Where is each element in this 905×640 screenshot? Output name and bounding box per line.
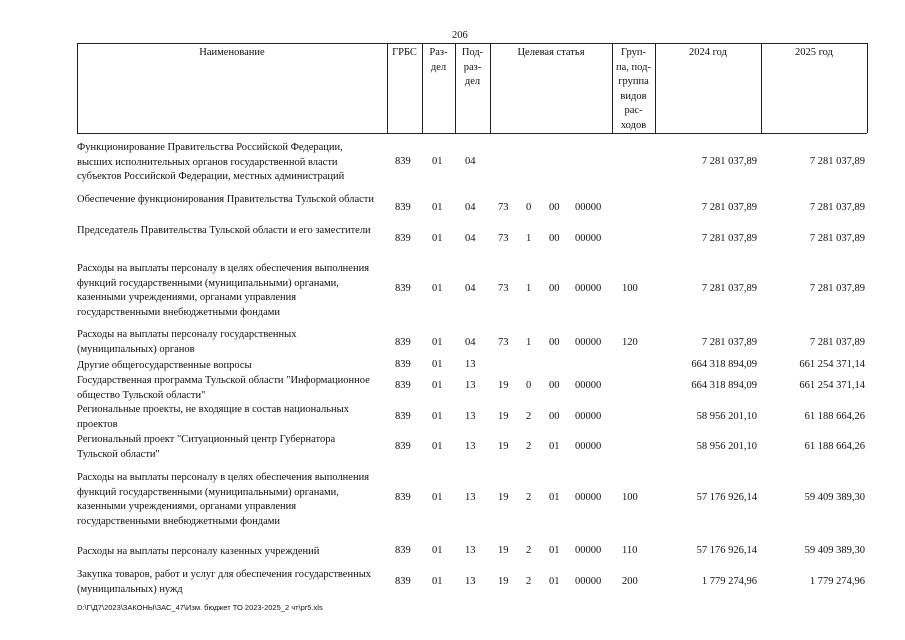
row-razdel: 01 (432, 441, 443, 452)
row-program: 73 (498, 283, 509, 294)
row-2025: 7 281 037,89 (809, 233, 865, 244)
row-direction: 00000 (575, 283, 602, 294)
page-number: 206 (452, 30, 468, 41)
row-subprogram: 2 (526, 492, 532, 503)
row-event: 00 (549, 233, 560, 244)
row-program: 19 (498, 492, 509, 503)
row-event: 01 (549, 545, 560, 556)
row-grbs: 839 (395, 283, 411, 294)
header-podrazdel (455, 46, 490, 90)
row-name: Государственная программа Тульской области "Информационное общество Тульской области" (77, 375, 370, 401)
row-program: 19 (498, 545, 509, 556)
row-2024: 57 176 926,14 (696, 545, 757, 556)
header-vr (612, 46, 655, 133)
row-expense-type: 100 (622, 283, 638, 294)
row-2024: 57 176 926,14 (696, 492, 757, 503)
row-podrazdel: 13 (465, 441, 476, 452)
row-podrazdel: 13 (465, 492, 476, 503)
header-podrazdel-line: Под- (461, 47, 484, 58)
row-podrazdel: 13 (465, 411, 476, 422)
header-vr-line: па, под- (616, 61, 651, 73)
row-expense-type: 110 (622, 545, 638, 556)
row-podrazdel: 13 (465, 359, 476, 370)
row-name: Функционирование Правительства Российской Федерации, высших исполнительных органов государственной власти субъектов Российской Федерации, местных администраций (77, 142, 345, 182)
row-podrazdel: 04 (465, 202, 476, 213)
row-direction: 00000 (575, 202, 602, 213)
row-name: Региональный проект "Ситуационный центр Губернатора Тульской области" (77, 434, 336, 460)
row-podrazdel: 04 (465, 233, 476, 244)
row-program: 73 (498, 202, 509, 213)
row-event: 00 (549, 202, 560, 213)
row-direction: 00000 (575, 545, 602, 556)
row-event: 01 (549, 441, 560, 452)
header-name: Наименование (199, 47, 265, 58)
row-grbs: 839 (395, 233, 411, 244)
row-podrazdel: 13 (465, 380, 476, 391)
header-razdel (422, 46, 455, 75)
row-razdel: 01 (432, 380, 443, 391)
row-subprogram: 2 (526, 545, 532, 556)
row-subprogram: 1 (526, 337, 532, 348)
row-2025: 7 281 037,89 (809, 156, 865, 167)
row-event: 00 (549, 411, 560, 422)
row-direction: 00000 (575, 233, 602, 244)
row-name: Расходы на выплаты персоналу в целях обеспечения выполнения функций государственными (муниципальными) органами, казенными учреждениями, органами управления государственными внебюджетными фондами (77, 472, 370, 527)
row-name: Расходы на выплаты персоналу государственных (муниципальных) органов (77, 329, 297, 355)
row-grbs: 839 (395, 359, 411, 370)
row-2025: 1 779 274,96 (809, 576, 865, 587)
row-razdel: 01 (432, 545, 443, 556)
row-direction: 00000 (575, 337, 602, 348)
row-grbs: 839 (395, 202, 411, 213)
row-2025: 7 281 037,89 (809, 202, 865, 213)
row-grbs: 839 (395, 337, 411, 348)
row-podrazdel: 13 (465, 576, 476, 587)
row-subprogram: 2 (526, 441, 532, 452)
row-expense-type: 200 (622, 576, 638, 587)
row-direction: 00000 (575, 492, 602, 503)
row-grbs: 839 (395, 492, 411, 503)
row-name: Расходы на выплаты персоналу казенных учреждений (77, 546, 320, 557)
row-podrazdel: 04 (465, 337, 476, 348)
header-podrazdel-line: раз- (463, 61, 482, 73)
row-program: 19 (498, 380, 509, 391)
row-direction: 00000 (575, 411, 602, 422)
row-razdel: 01 (432, 359, 443, 370)
row-2025: 59 409 389,30 (804, 545, 865, 556)
row-podrazdel: 04 (465, 156, 476, 167)
row-razdel: 01 (432, 576, 443, 587)
row-grbs: 839 (395, 545, 411, 556)
row-2025: 661 254 371,14 (799, 359, 865, 370)
row-grbs: 839 (395, 411, 411, 422)
row-program: 73 (498, 233, 509, 244)
row-event: 00 (549, 337, 560, 348)
row-name: Расходы на выплаты персоналу в целях обеспечения выполнения функций государственными (муниципальными) органами, казенными учреждениями, органами управления государственными внебюджетными фондами (77, 263, 370, 318)
row-subprogram: 2 (526, 411, 532, 422)
header-year-2024: 2024 год (689, 47, 727, 58)
row-2024: 7 281 037,89 (701, 233, 757, 244)
row-grbs: 839 (395, 576, 411, 587)
header-podrazdel-line: дел (464, 76, 481, 87)
row-2024: 664 318 894,09 (691, 359, 757, 370)
header-vr-line: ходов (620, 119, 647, 131)
row-event: 01 (549, 576, 560, 587)
row-direction: 00000 (575, 441, 602, 452)
row-razdel: 01 (432, 492, 443, 503)
row-subprogram: 1 (526, 233, 532, 244)
row-program: 19 (498, 411, 509, 422)
row-event: 01 (549, 492, 560, 503)
row-grbs: 839 (395, 156, 411, 167)
row-podrazdel: 13 (465, 545, 476, 556)
row-2025: 7 281 037,89 (809, 283, 865, 294)
row-razdel: 01 (432, 411, 443, 422)
row-grbs: 839 (395, 380, 411, 391)
row-expense-type: 100 (622, 492, 638, 503)
row-name: Обеспечение функционирования Правительства Тульской области (77, 194, 374, 205)
header-grbs: ГРБС (392, 47, 417, 58)
header-vr-line: видов (620, 90, 647, 102)
header-vr-line: группа (618, 76, 649, 87)
row-razdel: 01 (432, 283, 443, 294)
row-name: Региональные проекты, не входящие в состав национальных проектов (77, 404, 349, 430)
row-razdel: 01 (432, 156, 443, 167)
row-subprogram: 2 (526, 576, 532, 587)
row-subprogram: 0 (526, 380, 532, 391)
header-tselevaya: Целевая статья (517, 47, 585, 58)
row-event: 00 (549, 380, 560, 391)
row-2025: 61 188 664,26 (804, 441, 865, 452)
row-subprogram: 1 (526, 283, 532, 294)
row-program: 19 (498, 441, 509, 452)
file-path-footer: D:\Г\Д7\2023\ЗАКОНЫ\ЗАС_47\Изм. бюджет ТО 2023-2025_2 чт\pr5.xls (77, 603, 323, 612)
row-program: 19 (498, 576, 509, 587)
row-2025: 661 254 371,14 (799, 380, 865, 391)
row-razdel: 01 (432, 337, 443, 348)
header-razdel-line: дел (430, 61, 447, 73)
row-razdel: 01 (432, 233, 443, 244)
row-direction: 00000 (575, 576, 602, 587)
row-name: Закупка товаров, работ и услуг для обеспечения государственных (муниципальных) нужд (77, 569, 372, 595)
header-vr-line: Груп- (621, 47, 646, 58)
row-event: 00 (549, 283, 560, 294)
row-name: Другие общегосударственные вопросы (77, 360, 252, 371)
row-2024: 7 281 037,89 (701, 202, 757, 213)
header-vr-line: рас- (624, 105, 643, 116)
row-2024: 58 956 201,10 (696, 411, 757, 422)
row-2025: 59 409 389,30 (804, 492, 865, 503)
row-2024: 7 281 037,89 (701, 337, 757, 348)
header-razdel-line: Раз- (429, 47, 448, 58)
row-2025: 7 281 037,89 (809, 337, 865, 348)
row-subprogram: 0 (526, 202, 532, 213)
row-2024: 7 281 037,89 (701, 283, 757, 294)
row-2024: 58 956 201,10 (696, 441, 757, 452)
row-expense-type: 120 (622, 337, 638, 348)
row-podrazdel: 04 (465, 283, 476, 294)
row-2024: 1 779 274,96 (701, 576, 757, 587)
header-year-2025: 2025 год (795, 47, 833, 58)
row-2024: 664 318 894,09 (691, 380, 757, 391)
row-program: 73 (498, 337, 509, 348)
row-razdel: 01 (432, 202, 443, 213)
row-2024: 7 281 037,89 (701, 156, 757, 167)
row-grbs: 839 (395, 441, 411, 452)
row-2025: 61 188 664,26 (804, 411, 865, 422)
row-name: Председатель Правительства Тульской области и его заместители (77, 225, 371, 236)
row-direction: 00000 (575, 380, 602, 391)
